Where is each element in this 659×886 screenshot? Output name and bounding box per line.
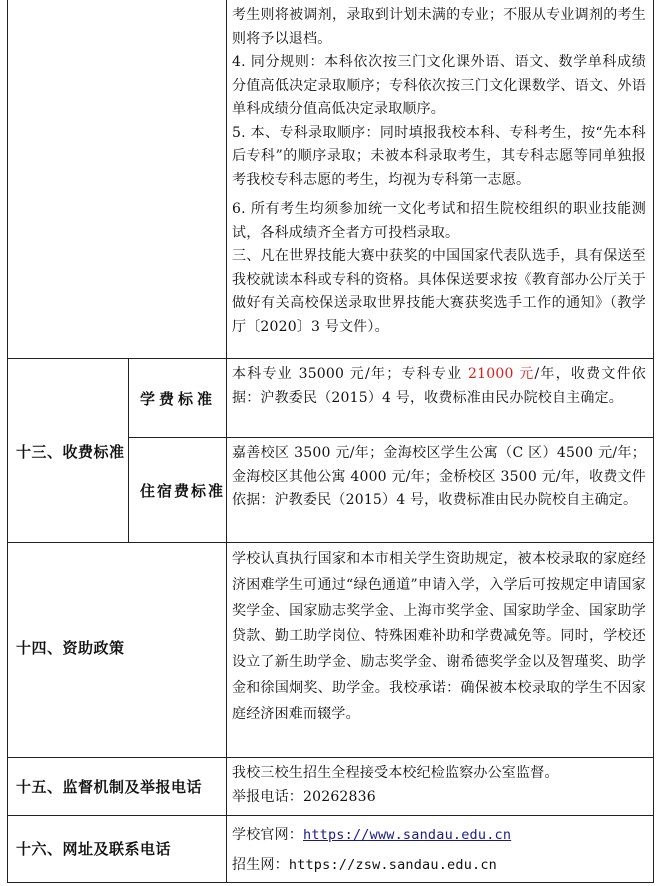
admission-rules-text xyxy=(232,4,646,339)
official-site-line xyxy=(232,820,646,850)
row-divider-13-inner xyxy=(128,437,654,438)
table-border-right xyxy=(653,0,654,883)
table-divider-sublabel xyxy=(128,358,129,542)
website-contact-text xyxy=(232,820,646,880)
row-divider-15 xyxy=(7,757,654,758)
admissions-site-url[interactable]: https://zsw.sandau.edu.cn xyxy=(288,857,498,873)
financial-aid-title: 十四、资助政策 xyxy=(16,639,125,657)
tuition-text-before: 本科专业 35000 元/年；专科专业 xyxy=(232,366,469,382)
dorm-fee-text: 嘉善校区 3500 元/年；金海校区学生公寓（C 区）4500 元/年；金海校区其他公寓 4000 元/年；金桥校区 3500 元/年，收费文件依据：沪教委民（2015）4 号，收费标准由民办院校自主确定。 xyxy=(232,445,646,508)
website-contact-title: 十六、网址及联系电话 xyxy=(16,840,172,858)
supervision-title: 十五、监督机制及举报电话 xyxy=(16,778,203,796)
financial-aid-text: 学校认真执行国家和本市相关学生资助规定，被本校录取的家庭经济困难学生可通过“绿色通道”申请入学，入学后可按规定申请国家奖学金、国家励志奖学金、上海市奖学金、国家助学金、国家助学贷款、勤工助学岗位、特殊困难补助和学费减免等。同时，学校还设立了新生助学金、励志奖学金、谢希德奖学金以及智瑾奖、助学金和徐国炯奖、助学金。我校承诺：确保被本校录取的学生不因家庭经济困难而辍学。 xyxy=(232,551,646,722)
supervision-line: 我校三校生招生全程接受本校纪检监察办公室监督。 xyxy=(232,765,559,781)
row-divider-16 xyxy=(7,815,654,816)
rule-line-tie-break: 4. 同分规则：本科依次按三门文化课外语、语文、数学单科成绩分值高低决定录取顺序；专科依次按三门文化课数学、语文、外语单科成绩分值高低决定录取顺序。 xyxy=(232,54,646,117)
tuition-highlight: 21000 元 xyxy=(468,366,535,382)
tuition-text xyxy=(232,363,646,410)
report-phone-number: 20262836 xyxy=(303,788,376,805)
report-phone-line xyxy=(232,786,646,810)
admissions-site-label: 招生网： xyxy=(232,857,289,873)
rule-line-adjustment: 考生则将被调剂，录取到计划未满的专业；不服从专业调剂的考生则将予以退档。 xyxy=(232,7,646,47)
table-border-bottom xyxy=(7,882,654,883)
row-divider-13 xyxy=(7,358,654,359)
fee-standard-title: 十三、收费标准 xyxy=(16,443,125,461)
official-site-link[interactable]: https://www.sandau.edu.cn xyxy=(303,827,512,843)
tuition-text-after: /年，收费文件依据：沪教委民（2015）4 号，收费标准由民办院校自主确定。 xyxy=(232,366,646,406)
admissions-site-line xyxy=(232,850,646,880)
admissions-table xyxy=(7,0,654,883)
rule-line-order: 5. 本、专科录取顺序：同时填报我校本科、专科考生，按“先本科后专科”的顺序录取；未被本科录取考生，其专科志愿等同单独报考我校专科志愿的考生，均视为专科第一志愿。 xyxy=(232,124,646,188)
dorm-fee-label: 住宿费标准 xyxy=(140,482,226,500)
tuition-label: 学费标准 xyxy=(140,390,217,408)
table-divider-content xyxy=(226,0,227,883)
report-phone-label: 举报电话： xyxy=(232,788,303,805)
official-site-label: 学校官网： xyxy=(232,827,303,843)
rule-line-worldskills: 三、凡在世界技能大赛中获奖的中国国家代表队选手，具有保送至我校就读本科或专科的资格。具体保送要求按《教育部办公厅关于做好有关高校保送录取世界技能大赛获奖选手工作的通知》（教学厅〔2020〕3 号文件）。 xyxy=(232,248,646,335)
rule-line-exam: 6. 所有考生均须参加统一文化考试和招生院校组织的职业技能测试，各科成绩齐全者方可投档录取。 xyxy=(232,201,646,241)
table-border-left xyxy=(7,0,8,883)
row-divider-14 xyxy=(7,542,654,543)
supervision-text xyxy=(232,762,646,809)
